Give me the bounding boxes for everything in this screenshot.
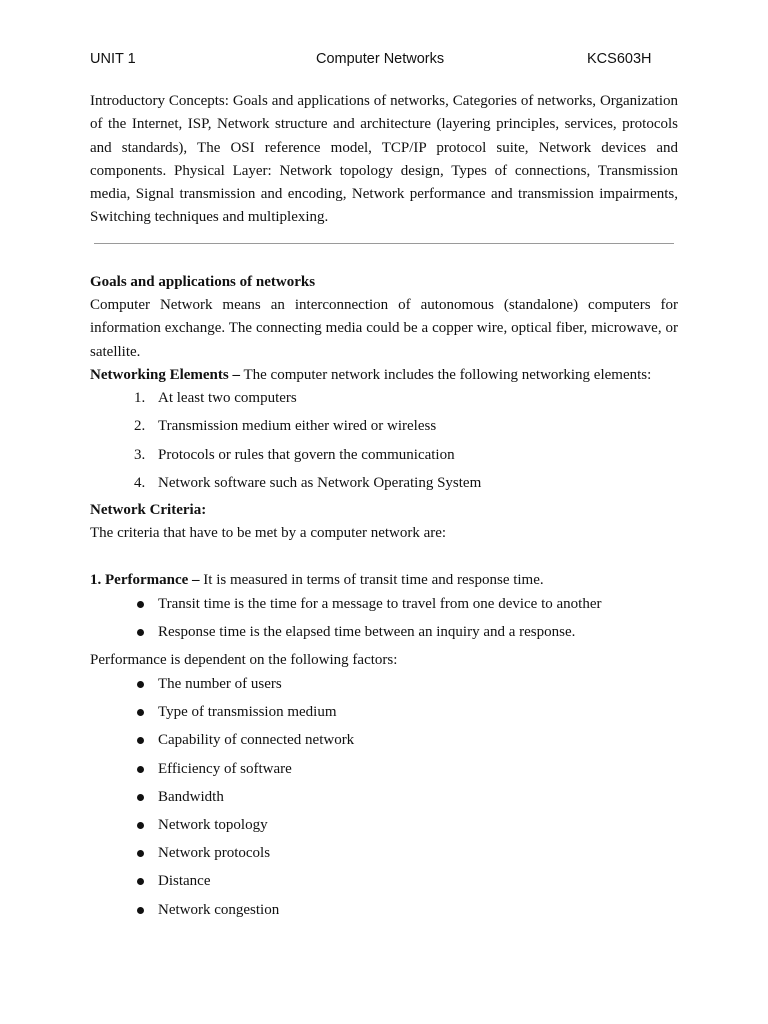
list-item-text: Response time is the elapsed time between an inquiry and a response. — [158, 624, 576, 640]
list-item-text: Network software such as Network Operating System — [158, 474, 482, 491]
list-item-text: Network protocols — [158, 845, 271, 862]
list-item-text: Transmission medium either wired or wireless — [158, 418, 437, 435]
bullet-icon — [134, 759, 154, 779]
bullet-icon — [134, 674, 154, 694]
bullet-icon — [134, 815, 154, 835]
bullet-icon — [134, 787, 154, 807]
bullet-icon — [134, 900, 154, 920]
list-item-text: Efficiency of software — [158, 760, 292, 777]
header-title: Computer Networks — [316, 51, 445, 67]
performance-intro: 1. Performance – It is measured in terms of transit time and response time. — [90, 572, 544, 588]
list-item-text: Bandwidth — [158, 788, 224, 805]
list-number: 1. — [134, 390, 146, 406]
bullet-icon — [134, 702, 154, 722]
list-item-text: Network topology — [158, 817, 268, 833]
header-code: KCS603H — [587, 51, 652, 67]
list-item-text: Protocols or rules that govern the communication — [158, 446, 455, 463]
divider — [94, 243, 674, 244]
criteria-intro: The criteria that have to be met by a computer network are: — [90, 525, 447, 541]
bullet-icon — [134, 871, 154, 891]
list-item-text: Network congestion — [158, 901, 280, 918]
list-item-text: The number of users — [158, 676, 282, 692]
list-item-text: Transit time is the time for a message to travel from one device to another — [158, 596, 602, 612]
bullet-icon — [134, 730, 154, 750]
list-item-text: At least two computers — [158, 390, 297, 406]
bullet-icon — [134, 594, 154, 614]
list-number: 3. — [134, 446, 146, 463]
list-item-text: Distance — [158, 873, 211, 890]
list-number: 2. — [134, 418, 146, 435]
list-number: 4. — [134, 474, 146, 491]
bullet-icon — [134, 843, 154, 863]
list-item-text: Capability of connected network — [158, 732, 355, 749]
networking-elements-intro: Networking Elements – The computer network includes the following networking elements: — [90, 367, 652, 383]
intro-paragraph: Introductory Concepts: Goals and applications of networks, Categories of networks, Organization of the Internet, ISP, Network structure and architecture (layering principles, services, protocols and standards), The OSI reference model, TCP/IP protocol suite, Network devices and components. Physical Layer: Network topology design, Types of connections, Transmission media, Signal transmission and encoding, Network performance and transmission impairments, Switching techniques and multiplexing. — [90, 93, 678, 226]
header-unit: UNIT 1 — [90, 51, 136, 67]
criteria-heading: Network Criteria: — [90, 502, 207, 518]
network-definition: Computer Network means an interconnection of autonomous (standalone) computers for information exchange. The connecting media could be a copper wire, optical fiber, microwave, or satellite. — [90, 297, 678, 360]
list-item-text: Type of transmission medium — [158, 704, 337, 721]
factors-intro: Performance is dependent on the following factors: — [90, 652, 398, 668]
section-heading: Goals and applications of networks — [90, 274, 316, 290]
bullet-icon — [134, 622, 154, 642]
